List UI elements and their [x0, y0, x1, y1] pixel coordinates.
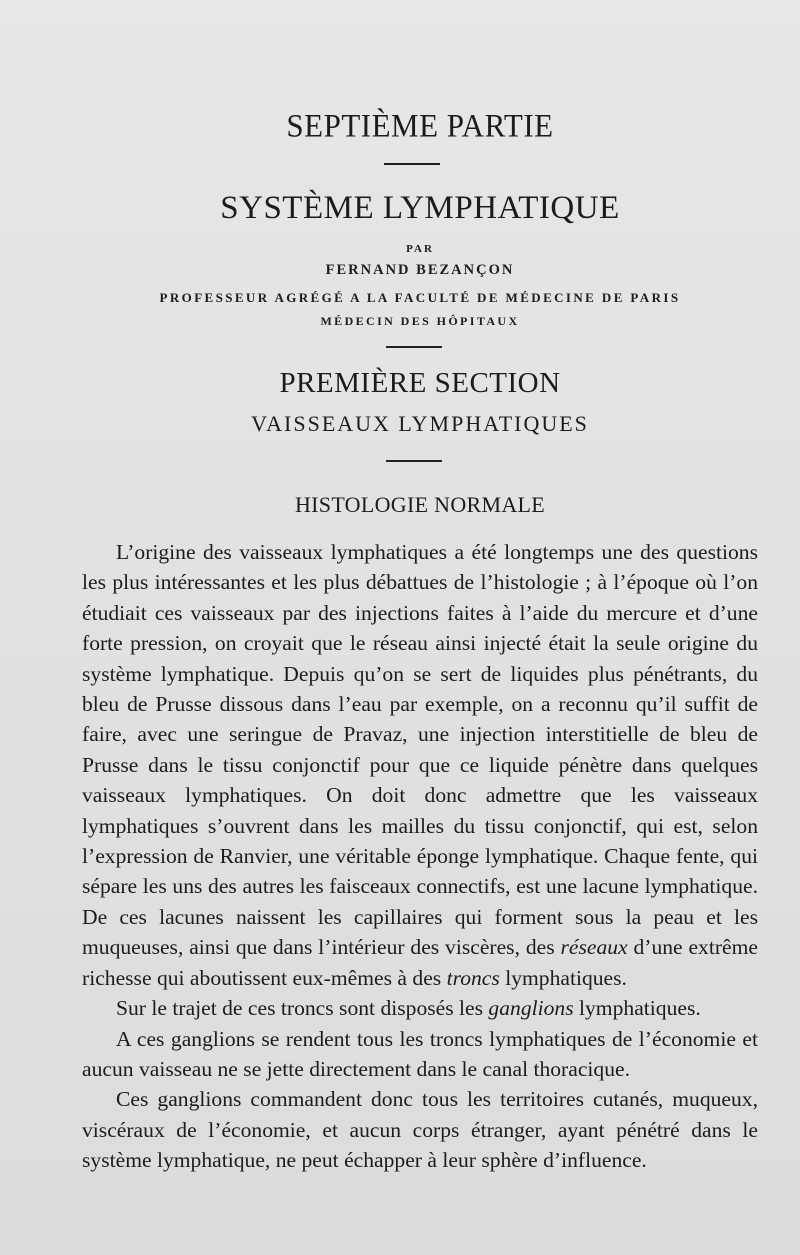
paragraph: A ces ganglions se rendent tous les troncs lymphatiques de l’économie et aucun vaisseau ne se jette directement dans le canal thoracique.: [82, 1026, 758, 1081]
author-position: PROFESSEUR AGRÉGÉ A LA FACULTÉ DE MÉDECINE DE PARIS: [159, 290, 681, 305]
divider-rule: [386, 460, 442, 462]
chapter-title: HISTOLOGIE NORMALE: [294, 492, 546, 517]
author-name: FERNAND BEZANÇON: [325, 262, 515, 278]
divider-rule: [386, 346, 442, 348]
paragraph: Sur le trajet de ces troncs sont disposés les ganglions lymphatiques.: [116, 996, 701, 1021]
main-title: SYSTÈME LYMPHATIQUE: [220, 190, 620, 226]
paragraph: Ces ganglions commandent donc tous les territoires cutanés, muqueux, viscéraux de l’économie, et aucun corps étranger, ayant pénétré dans le système lymphatique, ne peut échapper à leur sphère d’influence.: [82, 1087, 758, 1173]
body-text: [82, 537, 758, 1176]
section-title: PREMIÈRE SECTION: [279, 367, 561, 399]
author-position-2: MÉDECIN DES HÔPITAUX: [320, 314, 520, 328]
part-title: SEPTIÈME PARTIE: [286, 107, 554, 144]
byline-par: PAR: [406, 243, 434, 255]
divider-rule: [384, 163, 440, 165]
section-subtitle: VAISSEAUX LYMPHATIQUES: [251, 411, 589, 436]
paragraph: L’origine des vaisseaux lymphatiques a été longtemps une des questions les plus intéressantes et les plus débattues de l’histologie ; à l’époque où l’on étudiait ces vaisseaux par des injections faites à l’aide du mercure et d’une forte pression, on croyait que le réseau ainsi injecté était la seule origine du système lymphatique. Depuis qu’on se sert de liquides plus pénétrants, du bleu de Prusse dissous dans l’eau par exemple, on a reconnu qu’il suffit de faire, avec une seringue de Pravaz, une injection interstitielle de bleu de Prusse dans le tissu conjonctif pour que ce liquide pénètre dans quelques vaisseaux lymphatiques. On doit donc admettre que les vaisseaux lymphatiques s’ouvrent dans les mailles du tissu conjonctif, qui est, selon l’expression de Ranvier, une véritable éponge lymphatique. Chaque fente, qui sépare les uns des autres les faisceaux connectifs, est une lacune lymphatique. De ces lacunes naissent les capillaires qui forment sous la peau et les muqueuses, ainsi que dans l’intérieur des viscères, des réseaux d’une extrême richesse qui aboutissent eux-mêmes à des troncs lymphatiques.: [82, 540, 759, 990]
